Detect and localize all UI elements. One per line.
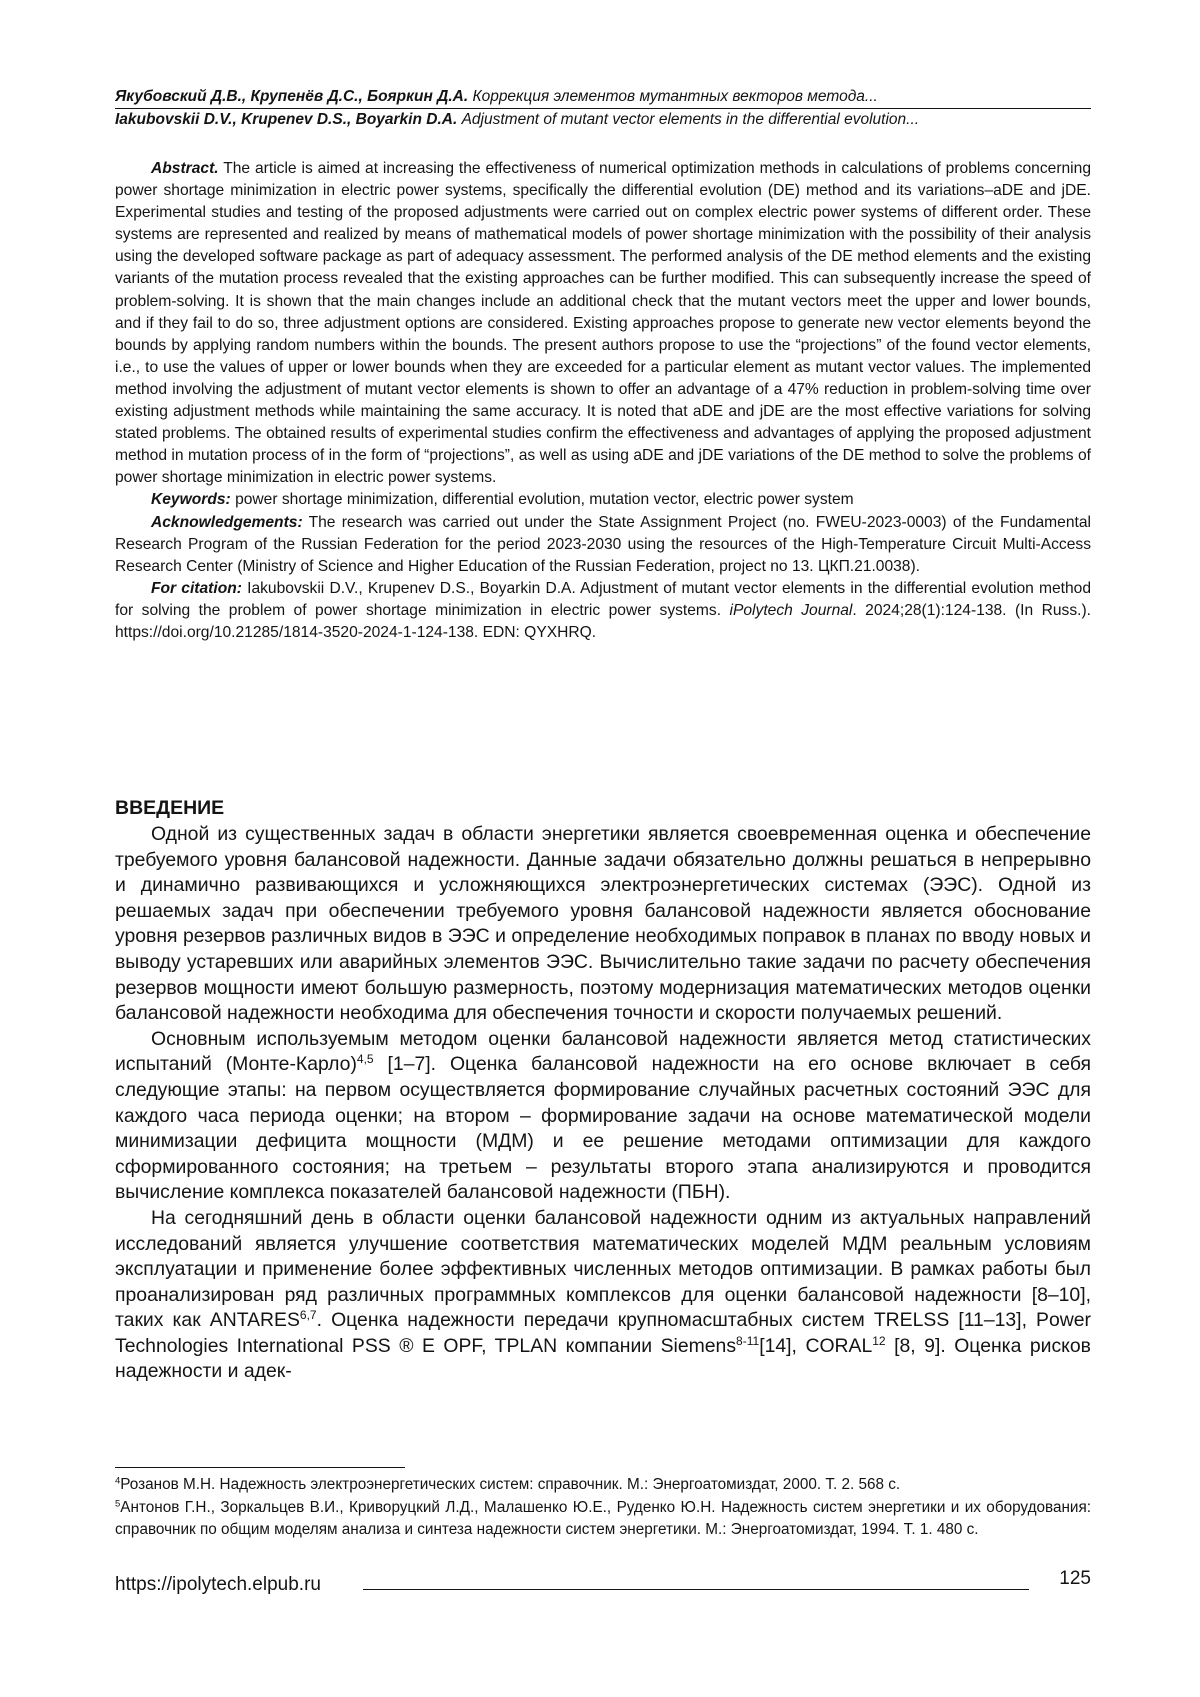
intro-paragraph-2: [115, 1027, 1091, 1206]
citation-details: . 2024;28(1):124-138. (In Russ.). https://doi.org/10.21285/1814-3520-2024-1-124-138. EDN: QYXHRQ.: [115, 601, 1091, 641]
header-en-authors: Iakubovskii D.V., Krupenev D.S., Boyarkin D.A.: [115, 111, 458, 128]
acknowledgements-label: Acknowledgements:: [151, 513, 303, 531]
footnote-item: [115, 1497, 1091, 1542]
citation-paragraph: [115, 578, 1091, 644]
citation-journal: iPolytech Journal: [729, 601, 853, 619]
keywords-paragraph: [115, 489, 1091, 511]
acknowledgements-paragraph: [115, 512, 1091, 578]
keywords-text: power shortage minimization, differential evolution, mutation vector, electric power system: [235, 491, 854, 509]
header-ru-authors: Якубовский Д.В., Крупенёв Д.С., Бояркин Д.А.: [115, 88, 469, 105]
abstract-block: [115, 158, 1091, 644]
header-line-en: [115, 109, 1091, 130]
footnote-ref-6-7: 6,7: [299, 1308, 317, 1323]
footnote-divider: [115, 1467, 405, 1468]
abstract-paragraph: [115, 158, 1091, 489]
footnote-number: 5: [115, 1497, 121, 1509]
abstract-text: The article is aimed at increasing the effectiveness of numerical optimization methods in calculations of problems concerning power shortage minimization in electric power systems, specifically the differential evolution (DE) method and its variations–aDE and jDE. Experimental studies and testing of the proposed adjustments were carried out on complex electric power systems of different order. These systems are represented and realized by means of mathematical models of power shortage minimization with the possibility of their analysis using the developed software package as part of adequacy assessment. The performed analysis of the DE method elements and the existing variants of the mutation process revealed that the existing approaches can be further modified. This can subsequently increase the speed of problem-solving. It is shown that the main changes include an additional check that the mutant vectors meet the upper and lower bounds, and if they fail to do so, three adjustment options are considered. Existing approaches propose to generate new vector elements beyond the bounds by applying random numbers within the bounds. The present authors propose to use the “projections” of the found vector elements, i.e., to use the values of upper or lower bounds when they are exceeded for a particular element as mutant vector values. The implemented method involving the adjustment of mutant vector elements is shown to offer an advantage of a 47% reduction in problem-solving time over existing adjustment methods while maintaining the same accuracy. It is noted that aDE and jDE are the most effective variations for solving stated problems. The obtained results of experimental studies confirm the effectiveness and advantages of applying the proposed adjustment method in mutation process of in the form of “projections”, as well as using aDE and jDE variations of the DE method to solve the problems of power shortage minimization in electric power systems.: [115, 160, 1091, 487]
journal-url-link[interactable]: https://ipolytech.elpub.ru: [115, 1574, 321, 1595]
keywords-label: Keywords:: [151, 491, 231, 509]
footnote-ref-4-5: 4,5: [356, 1052, 374, 1067]
intro-paragraph-3: [115, 1206, 1091, 1385]
abstract-label: Abstract.: [151, 160, 219, 177]
intro-p3-text-b: . Оценка надежности передачи крупномасштабных систем TRELSS [11–13], Power Technologies International PSS ® E OPF, TPLAN компании Siemens: [115, 1309, 1091, 1357]
introduction-section: [115, 796, 1091, 1385]
page-footer: [115, 1568, 1091, 1596]
intro-p2-text-a: Основным используемым методом оценки балансовой надежности является метод статистических испытаний (Монте-Карло): [115, 1027, 1091, 1076]
intro-p2-text-b: [1–7]. Оценка балансовой надежности на его основе включает в себя следующие этапы: на первом осуществляется формирование случайных расчетных состояний ЭЭС для каждого часа периода оценки; на втором – формирование задачи на основе математической модели минимизации дефицита мощности (МДМ) и ее решение методами оптимизации для каждого сформированного состояния; на третьем – результаты второго этапа анализируются и проводится вычисление комплекса показателей балансовой надежности (ПБН).: [115, 1053, 1091, 1204]
intro-p3-text-a: На сегодняшний день в области оценки балансовой надежности одним из актуальных направлений исследований является улучшение соответствия математических моделей МДМ реальным условиям эксплуатации и применение более эффективных численных методов оптимизации. В рамках работы был проанализирован ряд различных программных комплексов для оценки балансовой надежности [8–10], таких как ANTARES: [115, 1206, 1091, 1332]
footnote-item: [115, 1474, 1091, 1497]
intro-p3-text-c: [14], CORAL: [759, 1334, 873, 1357]
citation-label: For citation:: [151, 579, 242, 597]
footnote-ref-12: 12: [872, 1333, 886, 1348]
header-line-ru: [115, 86, 1091, 109]
footnote-number: 4: [115, 1475, 121, 1487]
intro-p3-text-d: [8, 9]. Оценка рисков надежности и адек-: [115, 1334, 1091, 1383]
introduction-heading: ВВЕДЕНИЕ: [115, 797, 225, 819]
citation-text: Iakubovskii D.V., Krupenev D.S., Boyarkin D.A. Adjustment of mutant vector elements in the differential evolution method for solving the problem of power shortage minimization in electric power systems.: [115, 579, 1092, 619]
header-en-title: Adjustment of mutant vector elements in the differential evolution...: [461, 111, 920, 128]
running-header: [115, 86, 1091, 130]
page-number: 125: [1059, 1568, 1091, 1589]
footer-rule: [363, 1589, 1029, 1590]
acknowledgements-text: The research was carried out under the State Assignment Project (no. FWEU-2023-0003) of the Fundamental Research Program of the Russian Federation for the period 2023-2030 using the resources of the High-Temperature Circuit Multi-Access Research Center (Ministry of Science and Higher Education of the Russian Federation, project no 13. ЦКП.21.0038).: [115, 513, 1091, 575]
footnote-text: Розанов М.Н. Надежность электроэнергетических систем: справочник. М.: Энергоатомиздат, 2000. Т. 2. 568 с.: [120, 1476, 901, 1493]
footnotes-block: [115, 1474, 1091, 1542]
header-ru-title: Коррекция элементов мутантных векторов метода...: [472, 88, 878, 105]
footnote-text: Антонов Г.Н., Зоркальцев В.И., Криворуцкий Л.Д., Малашенко Ю.Е., Руденко Ю.Н. Надежность систем энергетики и их оборудования: справочник по общим моделям анализа и синтеза надежности систем энергетики. М.: Энергоатомиздат, 1994. Т. 1. 480 с.: [115, 1498, 1091, 1538]
intro-paragraph-1: Одной из существенных задач в области энергетики является своевременная оценка и обеспечение требуемого уровня балансовой надежности. Данные задачи обязательно должны решаться в непрерывно и динамично развивающихся и усложняющихся электроэнергетических системах (ЭЭС). Одной из решаемых задач при обеспечении требуемого уровня балансовой надежности является обоснование уровня резервов различных видов в ЭЭС и определение необходимых поправок в планах по вводу новых и выводу устаревших или аварийных элементов ЭЭС. Вычислительно такие задачи по расчету обеспечения резервов мощности имеют большую размерность, поэтому модернизация математических методов оценки балансовой надежности необходима для обеспечения точности и скорости получаемых решений.: [115, 823, 1091, 1025]
footnote-ref-8-11: 8-11: [736, 1333, 760, 1348]
